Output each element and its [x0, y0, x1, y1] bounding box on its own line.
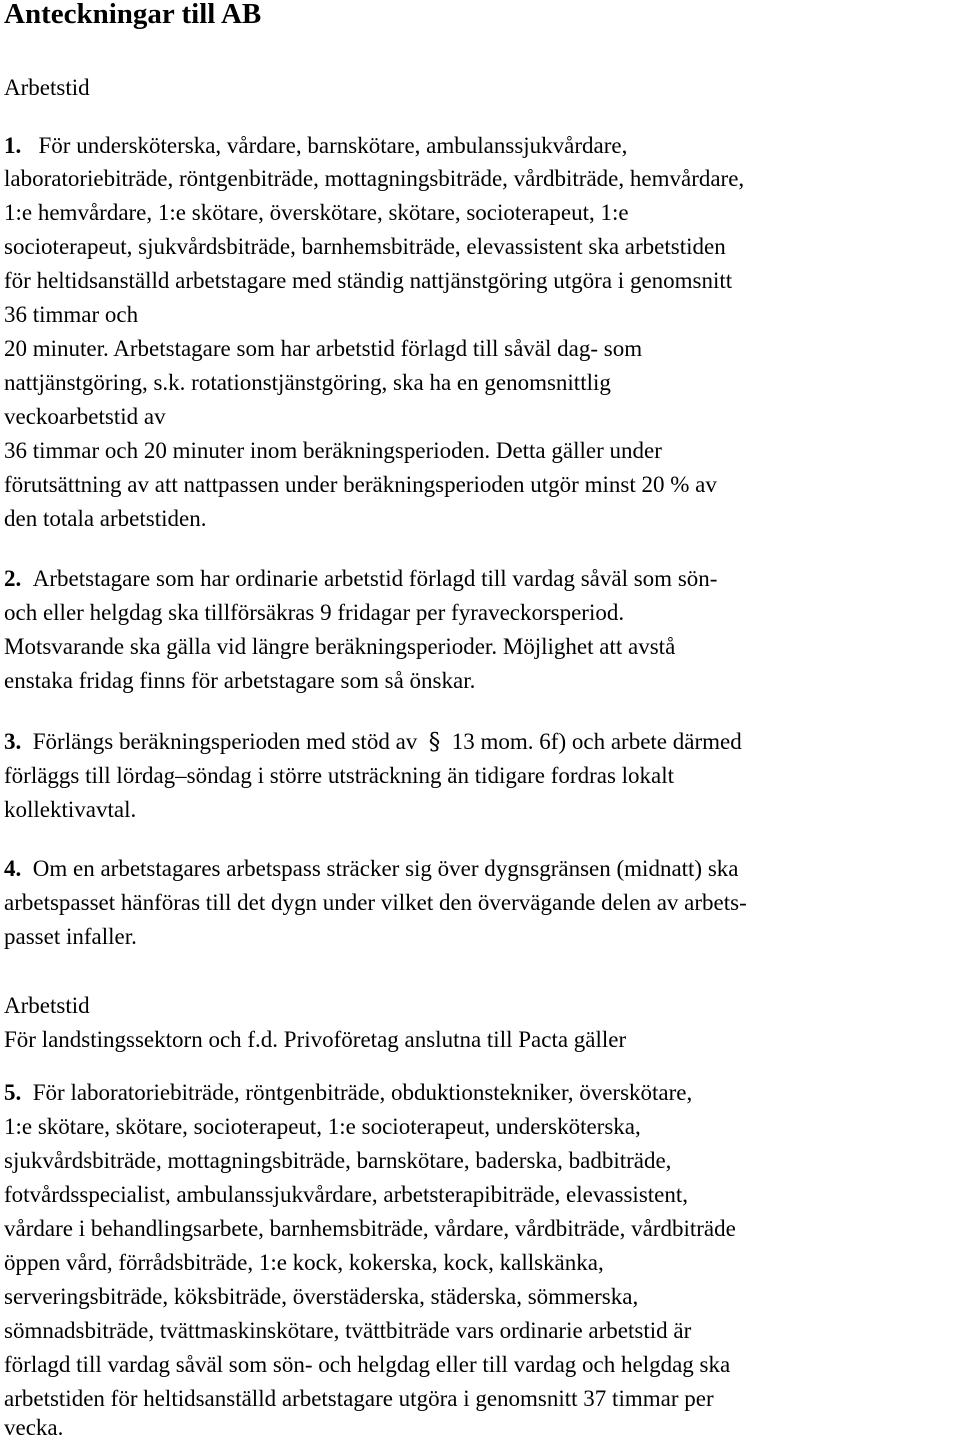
item-1-line: 20 minuter. Arbetstagare som har arbetstid förlagd till såväl dag- som	[4, 336, 643, 361]
item-2-line: enstaka fridag finns för arbetstagare som så önskar.	[4, 668, 476, 693]
item-4-line	[4, 853, 739, 885]
item-1-line: socioterapeut, sjukvårdsbiträde, barnhemsbiträde, elevassistent ska arbetstiden	[4, 234, 726, 259]
section-subheading: För landstingssektorn och f.d. Privoföretag anslutna till Pacta gäller	[4, 1027, 627, 1052]
item-5-line: vecka.	[4, 1415, 64, 1440]
item-number: 1.	[4, 133, 22, 158]
section-heading-arbetstid: Arbetstid	[4, 75, 90, 100]
item-4-line: passet infaller.	[4, 924, 137, 949]
item-5-line: 1:e skötare, skötare, socioterapeut, 1:e socioterapeut, undersköterska,	[4, 1114, 641, 1139]
item-number: 2.	[4, 566, 22, 591]
item-1-line	[4, 130, 627, 162]
item-text: Om en arbetstagares arbetspass sträcker sig över dygnsgränsen (midnatt) ska	[32, 856, 739, 881]
item-number: 4.	[4, 856, 22, 881]
item-1-line: 1:e hemvårdare, 1:e skötare, överskötare, skötare, socioterapeut, 1:e	[4, 200, 629, 225]
item-text: Förlängs beräkningsperioden med stöd av	[32, 729, 418, 754]
item-text: För laboratoriebiträde, röntgenbiträde, obduktionstekniker, överskötare,	[32, 1080, 693, 1105]
item-1-line: 36 timmar och	[4, 302, 139, 327]
item-3-line: förläggs till lördag–söndag i större utsträckning än tidigare fordras lokalt	[4, 763, 675, 788]
item-5-line: sömnadsbiträde, tvättmaskinskötare, tvättbiträde vars ordinarie arbetstid är	[4, 1318, 692, 1343]
item-1-line: veckoarbetstid av	[4, 404, 166, 429]
item-5-line	[4, 1077, 692, 1109]
item-5-line: arbetstiden för heltidsanställd arbetstagare utgöra i genomsnitt 37 timmar per	[4, 1386, 714, 1411]
item-1-line: laboratoriebiträde, röntgenbiträde, mottagningsbiträde, vårdbiträde, hemvårdare,	[4, 166, 745, 191]
item-text: För undersköterska, vårdare, barnskötare, ambulanssjukvårdare,	[38, 133, 628, 158]
item-1-line: nattjänstgöring, s.k. rotationstjänstgöring, ska ha en genomsnittlig	[4, 370, 611, 395]
item-3-line: kollektivavtal.	[4, 797, 137, 822]
document-title: Anteckningar till AB	[4, 0, 262, 30]
item-1-line: 36 timmar och 20 minuter inom beräkningsperioden. Detta gäller under	[4, 438, 662, 463]
section-sign: §	[428, 729, 441, 755]
item-5-line: öppen vård, förrådsbiträde, 1:e kock, kokerska, kock, kallskänka,	[4, 1250, 604, 1275]
item-5-line: serveringsbiträde, köksbiträde, överstäderska, städerska, sömmerska,	[4, 1284, 639, 1309]
item-5-line: förlagd till vardag såväl som sön- och helgdag eller till vardag och helgdag ska	[4, 1352, 731, 1377]
item-number: 3.	[4, 729, 22, 754]
item-5-line: vårdare i behandlingsarbete, barnhemsbiträde, vårdare, vårdbiträde, vårdbiträde	[4, 1216, 736, 1241]
item-5-line: sjukvårdsbiträde, mottagningsbiträde, barnskötare, baderska, badbiträde,	[4, 1148, 672, 1173]
item-1-line: förutsättning av att nattpassen under beräkningsperioden utgör minst 20 % av	[4, 472, 717, 497]
item-2-line	[4, 563, 717, 595]
item-text: 13 mom. 6f) och arbete därmed	[451, 729, 742, 754]
item-2-line: och eller helgdag ska tillförsäkras 9 fridagar per fyraveckorsperiod.	[4, 600, 625, 625]
item-3-line	[4, 726, 742, 758]
item-number: 5.	[4, 1080, 22, 1105]
item-5-line: fotvårdsspecialist, ambulanssjukvårdare, arbetsterapibiträde, elevassistent,	[4, 1182, 689, 1207]
item-1-line: den totala arbetstiden.	[4, 506, 207, 531]
item-4-line: arbetspasset hänföras till det dygn under vilket den övervägande delen av arbets-	[4, 890, 747, 915]
item-text: Arbetstagare som har ordinarie arbetstid förlagd till vardag såväl som sön-	[32, 566, 718, 591]
item-1-line: för heltidsanställd arbetstagare med ständig nattjänstgöring utgöra i genomsnitt	[4, 268, 733, 293]
section-heading-arbetstid-2: Arbetstid	[4, 993, 90, 1018]
item-2-line: Motsvarande ska gälla vid längre beräkningsperioder. Möjlighet att avstå	[4, 634, 676, 659]
